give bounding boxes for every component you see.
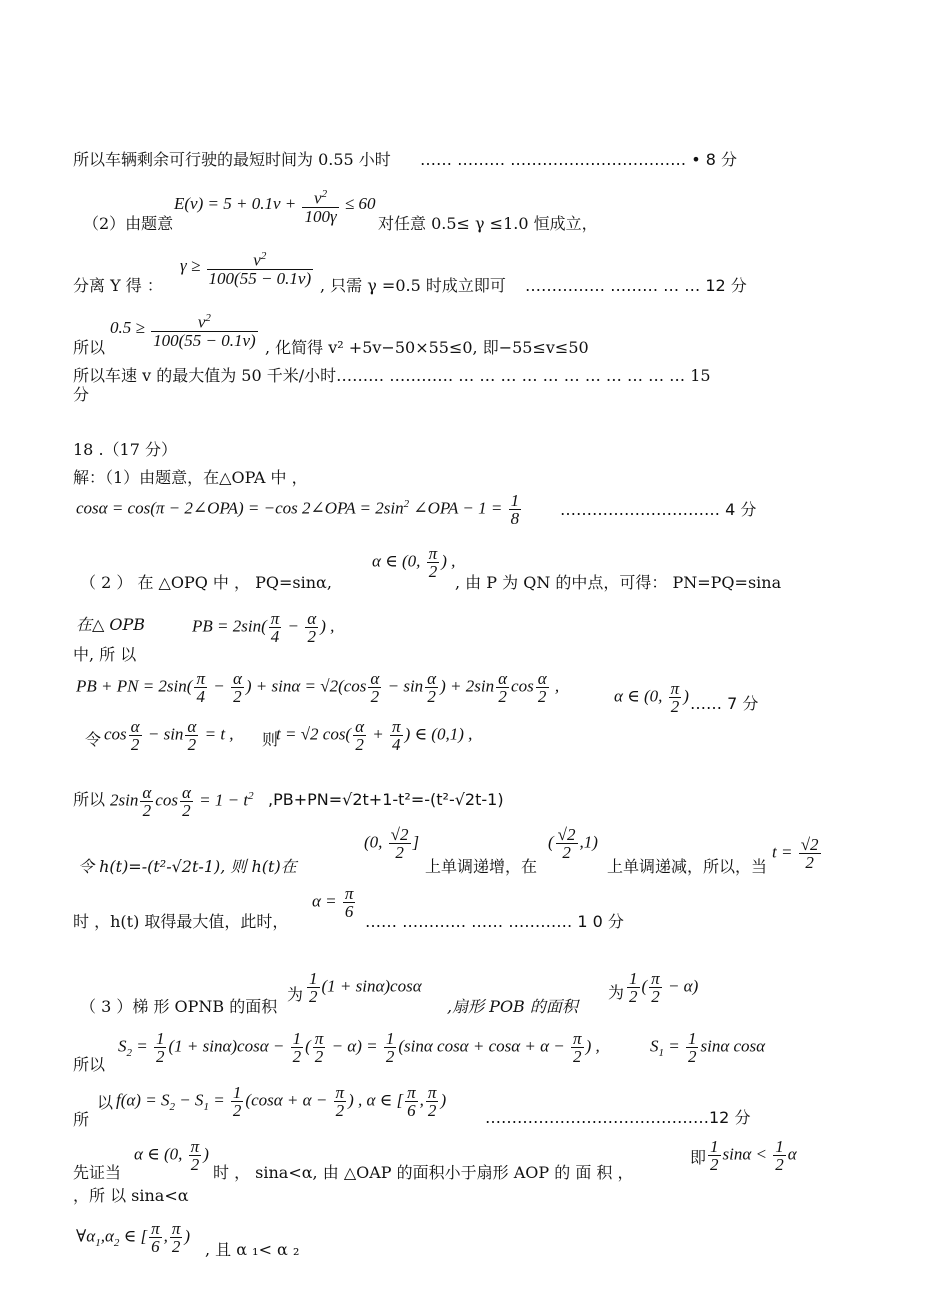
- text-part2-suffix: , 由 P 为 QN 的中点，可得： PN=PQ=sina: [455, 573, 782, 592]
- formula-sector-area: $\frac{1}{2}$ ( $\frac{\pi}{2}$ − α): [629, 969, 699, 1006]
- formula-interval-inc: (0, $\frac{√2}{2}$ ]: [364, 825, 420, 862]
- formula-S1: $S_1$ = $\frac{1}{2}$ sinα cosα: [650, 1029, 766, 1066]
- text-sep-prefix: 分离 Y 得 ：: [73, 276, 163, 295]
- text-wei-2: 为: [608, 983, 625, 1002]
- formula-forall: $\forall\alpha_1,\alpha_2$ ∈ [ $\frac{\pi}{6}$ , $\frac{\pi}{2}$ ): [76, 1219, 191, 1256]
- formula-PB-plus-PN: PB + PN = 2sin( $\frac{\pi}{4}$ − $\frac{\alpha}{2}$ ) + sinα = √2(cos $\frac{\alpha}{2}$ − sin $\frac{\alpha}{2}$ ) + 2sin $\frac{\alpha}{2}$ cos $\frac{\alpha}{2}$ ,: [76, 669, 560, 706]
- dots-score-8: …… ……… …………………………… • 8 分: [420, 150, 738, 169]
- text-zhong: 中, 所 以: [73, 645, 137, 664]
- dots-score-12b: ……………………………………12 分: [485, 1108, 751, 1127]
- text-dec: 上单调递减，所以，当: [607, 857, 768, 876]
- formula-f-alpha: $f(\alpha) = S_2 - S_1$ = $\frac{1}{2}$ (cosα + α − $\frac{\pi}{2}$ ) , α ∈ [ $\frac{\pi}{6}$ , $\frac{\pi}{2}$ ): [116, 1083, 447, 1120]
- formula-S2: $S_2$ = $\frac{1}{2}$ (1 + sinα)cosα − $\frac{1}{2}$ ( $\frac{\pi}{2}$ − α) = $\frac{1}{2}$ (sinα cosα + cosα + α − $\frac{\pi}{2}$ ) ,: [118, 1029, 600, 1066]
- text-in-opb: 在△ OPB: [76, 615, 146, 634]
- text-ling: 令: [85, 730, 102, 749]
- text-ze: 则: [262, 730, 279, 749]
- formula-alpha-range-3: α ∈ (0, $\frac{\pi}{2}$ ): [134, 1137, 209, 1174]
- text-shi: 时 ，h(t) 取得最大值，此时，: [73, 912, 289, 931]
- text-h-def: 令 h(t)=-(t²-√2t-1), 则 h(t)在: [78, 857, 297, 876]
- formula-2sin-cos: 2sin $\frac{\alpha}{2}$ cos $\frac{\alpha}{2}$ = $1 - t^2$: [110, 783, 254, 820]
- text-part2-prefix: （ 2 ） 在 △OPQ 中 ， PQ=sinα,: [80, 573, 332, 592]
- text-so-sina: ，所 以 sina<α: [73, 1186, 189, 1205]
- text-suo: 所: [73, 1110, 90, 1129]
- question-18-header: 18 .（17 分）: [73, 440, 177, 459]
- dots-score-7: …… 7 分: [690, 694, 759, 713]
- formula-interval-dec: ( $\frac{√2}{2}$ ,1): [548, 825, 598, 862]
- text-trap-prefix: （ 3 ）梯 形 OPNB 的面积: [80, 997, 278, 1016]
- text-wei: 为: [287, 985, 304, 1004]
- formula-alpha-pi6: α = $\frac{\pi}{6}$: [312, 884, 354, 921]
- text-so-prefix: 所以: [73, 338, 106, 357]
- text-inc: 上单调递增，在: [425, 857, 538, 876]
- formula-sin-ineq: $\frac{1}{2}$ sinα < $\frac{1}{2}$ α: [710, 1137, 797, 1174]
- text-sector: ,扇形 POB 的面积: [447, 997, 578, 1016]
- text-pb-pn-expr: ,PB+PN=√2t+1-t²=-(t²-√2t-1): [268, 790, 504, 809]
- text-prove-mid: 时 ， sina<α, 由 △OAP 的面积小于扇形 AOP 的 面 积 ，: [213, 1163, 634, 1182]
- text-max-speed-unit: 分: [73, 385, 90, 404]
- dots-score-12: …………… ……… … … 12 分: [525, 276, 747, 295]
- formula-cos-alpha: cosα = cos(π − 2∠OPA) = −cos 2∠OPA = $2\sin^2$ ∠OPA − 1 = $\frac{1}{8}$: [76, 491, 520, 528]
- formula-t-def: cos $\frac{\alpha}{2}$ − sin $\frac{\alpha}{2}$ = t ,: [104, 717, 234, 754]
- text-simplify: , 化简得 v² +5v−50×55≤0, 即−55≤v≤50: [265, 338, 589, 357]
- text-max-speed: 所以车速 v 的最大值为 50 千米/小时……… ………… … … … … … … … … … … … 15: [73, 366, 711, 385]
- text-ji: 即: [690, 1148, 707, 1167]
- text-cond-prefix: （2）由题意: [83, 214, 174, 233]
- formula-Ev: E(v) = 5 + 0.1v + $\frac{v^2}{100\gamma}$ ≤ 60: [174, 188, 376, 226]
- text-line-min-time: 所以车辆剩余可行驶的最短时间为 0.55 小时: [73, 150, 391, 169]
- text-solution-1: 解：（1）由题意，在△OPA 中 ，: [73, 468, 308, 487]
- text-prove-prefix: 先证当: [73, 1163, 122, 1182]
- formula-half: 0.5 ≥ $\frac{v^2}{100(55 - 0.1v)}$: [110, 312, 256, 350]
- formula-trap-area: $\frac{1}{2}$ (1 + sinα)cosα: [309, 969, 422, 1006]
- formula-alpha-range-2: α ∈ (0, $\frac{\pi}{2}$ ): [614, 679, 689, 716]
- text-suoyi-3: 所以: [73, 1055, 106, 1074]
- text-sep-suffix: , 只需 γ =0.5 时成立即可: [320, 276, 506, 295]
- formula-t-val: t = $\frac{√2}{2}$: [772, 835, 819, 872]
- formula-alpha-range: α ∈ (0, $\frac{\pi}{2}$ ) ,: [372, 544, 456, 581]
- dots-score-4: ………………………… 4 分: [560, 500, 757, 519]
- dots-score-10: …… ………… …… ………… 1 0 分: [365, 912, 624, 931]
- formula-t-range: t = √2 cos( $\frac{\alpha}{2}$ + $\frac{\pi}{4}$ ) ∈ (0,1) ,: [276, 717, 473, 754]
- text-suoyi: 所以: [73, 790, 106, 809]
- text-qie: , 且 α ₁< α ₂: [205, 1240, 300, 1259]
- text-yi: 以: [97, 1093, 114, 1112]
- formula-PB: PB = 2sin( $\frac{\pi}{4}$ − $\frac{\alpha}{2}$ ) ,: [192, 609, 335, 646]
- text-cond-suffix: 对任意 0.5≤ γ ≤1.0 恒成立，: [378, 214, 598, 233]
- formula-gamma: γ ≥ $\frac{v^2}{100(55 - 0.1v)}$: [180, 250, 312, 288]
